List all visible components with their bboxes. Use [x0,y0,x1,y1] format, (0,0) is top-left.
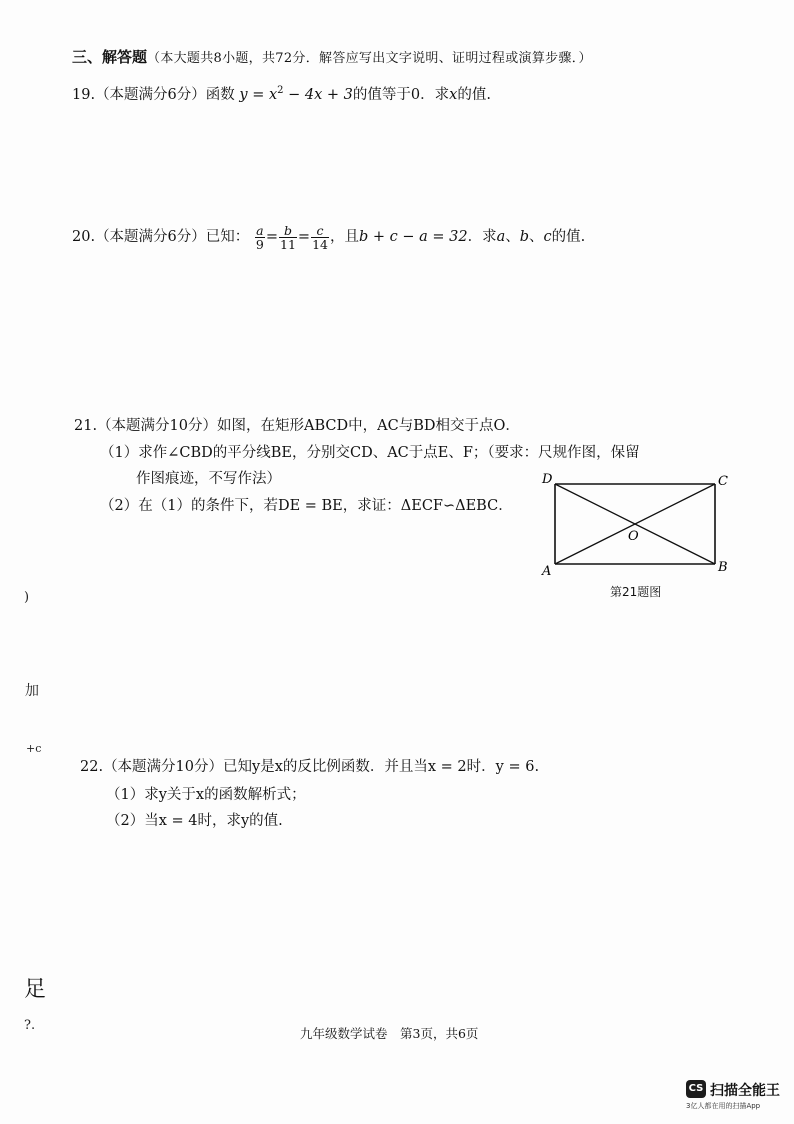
equals-sign: = [297,229,311,245]
q20-ask: ．求 [467,229,497,245]
q19-points: （本题满分6分） [95,86,206,103]
q20-var-b: b [519,229,530,245]
scanner-logo-icon: CS [686,1080,706,1098]
q21-part-1: （1）求作∠CBD的平分线BE，分别交CD、AC于点E、F；（要求：尺规作图，保留 [100,445,640,461]
margin-fragment-4: 足 [24,977,47,1002]
separator: 、 [505,229,520,245]
equals-sign: = [265,229,279,245]
scanner-app-name: 扫描全能王 [710,1083,780,1099]
question-19 [72,81,491,105]
q20-end: 的值. [551,229,586,245]
q20-cond-pre: ，且 [329,229,359,245]
fraction-b-over-11: $\frac{b}{11}$ [280,222,296,252]
q19-x: x [268,86,278,103]
q21-part-2: （2）在（1）的条件下，若DE = BE，求证：ΔECF∽ΔEBC． [100,498,513,514]
q20-var-c: c [543,229,552,245]
q20-condition: b + c − a = 32 [358,229,468,245]
question-21-stem [74,416,520,436]
q20-var-a: a [496,229,506,245]
margin-fragment-3: +c [26,742,42,755]
q19-var-x: x [449,86,458,103]
q19-pre: 函数 [205,86,235,103]
question-22-stem [80,757,539,777]
q22-part-2: （2）当x = 4时，求y的值. [106,813,283,829]
question-20 [72,222,585,252]
q22-part-1: （1）求y关于x的函数解析式； [106,787,306,803]
q20-points: （本题满分6分） [95,229,206,245]
vertex-label-c: C [718,474,728,489]
page-footer: 九年级数学试卷 第3页，共6页 [300,1026,479,1041]
q22-points: （本题满分10分） [103,759,224,775]
scanner-tagline: 3亿人都在用的扫描App [686,1102,761,1110]
margin-fragment-2: 加 [25,683,39,699]
vertex-label-d: D [542,472,553,487]
q19-text: 的值等于0．求 [352,86,450,103]
vertex-label-b: B [718,560,728,575]
q22-number: 22. [80,759,104,775]
section-title: 三、解答题 [72,48,148,66]
vertex-label-a: A [542,564,552,579]
q19-end: 的值. [457,86,491,103]
margin-fragment-1: ) [24,590,30,605]
q20-pre: 已知： [205,229,250,245]
fraction-c-over-14: $\frac{c}{14}$ [312,222,328,252]
figure-21-caption: 第21题图 [610,585,662,599]
q21-part-1-cont: 作图痕迹，不写作法） [136,471,281,487]
q19-exponent: 2 [277,85,284,96]
q19-y: y [239,86,248,103]
q19-eq: = [247,86,269,103]
q19-rest: − 4x + 3 [283,86,353,103]
q21-number: 21. [74,418,98,434]
margin-fragment-5: ?. [24,1018,36,1033]
separator: 、 [529,229,544,245]
center-label-o: O [628,529,639,544]
q21-stem-text: 如图，在矩形ABCD中，AC与BD相交于点O． [217,418,520,434]
q22-stem-text: 已知y是x的反比例函数．并且当x = 2时．y = 6. [223,759,540,775]
q20-number: 20. [72,229,96,245]
q21-points: （本题满分10分） [97,418,218,434]
section-header [72,47,592,69]
fraction-a-over-9: $\frac{a}{9}$ [255,222,264,252]
section-note: （本大题共8小题，共72分．解答应写出文字说明、证明过程或演算步骤．） [147,51,592,66]
q19-number: 19. [72,86,96,103]
